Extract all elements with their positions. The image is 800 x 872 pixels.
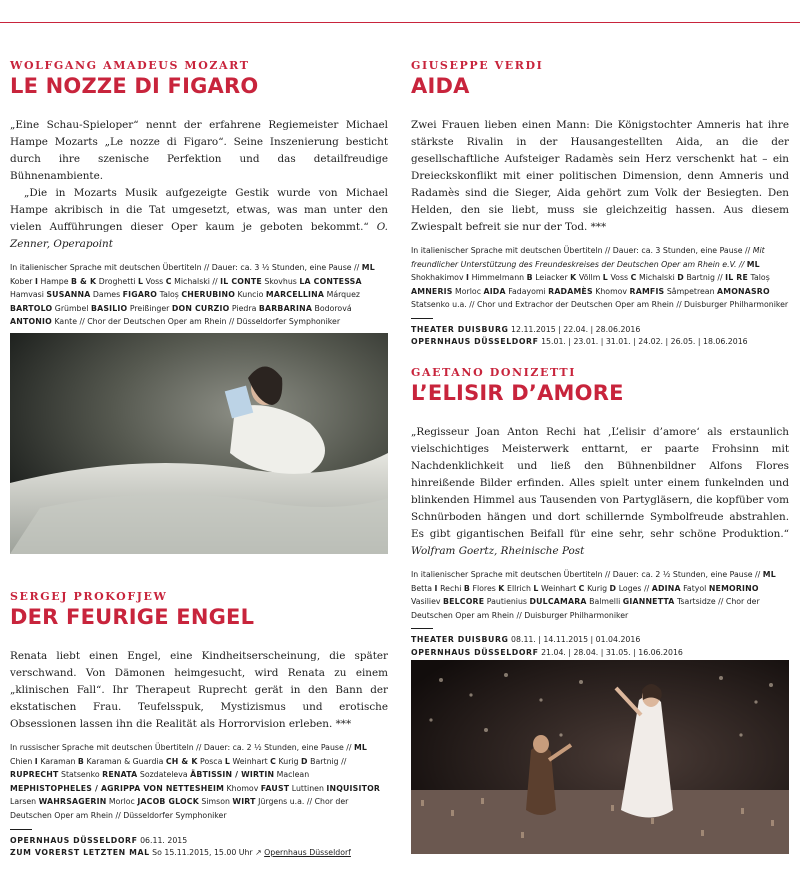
role-name: SUSANNA [46,290,91,300]
role-name: I [34,756,38,766]
cast-text: In italienischer Sprache mit deutschen Übertiteln // Dauer: ca. 2 ½ Stunden, eine Pause // [411,570,763,579]
composer-name: GIUSEPPE VERDI [411,59,544,72]
section-elisir [411,366,789,659]
role-name: MEPHISTOPHELES / AGRIPPA VON NETTESHEIM [10,783,225,793]
role-name: WIRT [232,797,256,807]
role-name: BARTOLO [10,303,53,313]
role-name: DULCAMARA [529,597,587,607]
role-name: B & K [71,276,97,286]
role-name: ANTONIO [10,317,52,327]
cast-text: Pautienius [484,597,530,607]
cast-text: Voss [143,276,166,286]
date-row [411,634,789,647]
role-name: RENATA [102,770,138,780]
cast-text: Droghetti [96,276,138,286]
cast-text: Karaman & Guardia [84,756,166,766]
composer-name: SERGEJ PROKOFJEW [10,590,168,603]
opera-title: L’ELISIR D’AMORE [411,381,624,405]
role-name: ML [353,743,368,752]
role-name: C [165,276,172,286]
date-row [411,324,789,337]
role-name: I [34,276,39,286]
role-name: NEMORINO [708,583,759,593]
cast-text: Fadayomi [505,286,549,296]
cast-text: Völlm [576,273,603,283]
review-paragraph: Zwei Frauen lieben einen Mann: Die Königstochter Amneris hat ihre stärkste Rivalin in der Hausangestellten Aida, an die der gesellschaftliche Aufsteiger Radamès sein Herz verschenkt hat – ein Dreieckskonflikt mit einer politischen Dimension, denn Amneris und Radamès sind die Sieger, Aida gehört zum Volk der Besiegten. Den Helden, den sie liebt, muss sie gleichzeitig hassen. Aus diesem Zwiespalt befreit sie nur der Tod. *** [411,119,789,233]
opera-title: AIDA [411,74,470,98]
venue-label: OPERNHAUS DÜSSELDORF [10,835,138,845]
role-name: K [570,273,577,283]
role-name: MARCELLINA [265,290,325,300]
date-row [411,647,789,660]
role-name: RAMFIS [629,286,665,296]
review-text [10,648,388,733]
role-name: AMONASRO [717,286,770,296]
role-name: D [301,756,308,766]
role-name: C [270,756,277,766]
role-name: B [526,273,533,283]
cast-text: Jürgens u.a. // Chor der Deutschen Oper am Rhein // Düsseldorfer Symphoniker [10,797,349,820]
cast-text: Michalski [636,273,678,283]
review-text [411,117,789,236]
cast-text: Taloș [157,290,182,300]
cast-text: Piedra [229,303,259,313]
role-name: INQUISITOR [326,783,381,793]
role-name: ML [361,263,375,272]
review-quote: „Die in Mozarts Musik aufgezeigte Gestik wurde von Michael Hampe akribisch in die Tat umgesetzt, etwas, was man unter den vielen Aufführungen dieser Oper kaum je geboten bekommt.“ [10,187,388,233]
top-divider [0,22,800,23]
cast-text: In italienischer Sprache mit deutschen Übertiteln // Dauer: ca. 3 ½ Stunden, eine Pause // [10,263,362,272]
performance-dates [10,835,388,860]
role-name: B [77,756,85,766]
cast-text: Michalski // [171,276,221,286]
cast-text: Voss [607,273,631,283]
review-paragraph: Renata liebt einen Engel, eine Kindheitserscheinung, die später verschwand. Von Dämonen heimgesucht, wird Renata zu einem „klinischen Fall“. Ihr Therapeut Ruprecht gerät in den Bann der ekstatischen Frau. Teufelsspuk, Mystizismus und erotische Obsessionen lassen ihn die Realität als Horrorvision erleben. *** [10,650,388,730]
venue-label: OPERNHAUS DÜSSELDORF [411,647,539,657]
cast-text: Luttinen [289,783,327,793]
cast-text: Fatyol [680,583,709,593]
cast-text: Simson [198,797,233,807]
cast-info [411,244,789,312]
cast-text: Balmelli [586,597,623,607]
role-name: GIANNETTA [622,597,675,607]
date-text: 12.11.2015 | 22.04. | 28.06.2016 [511,324,641,334]
opera-title: LE NOZZE DI FIGARO [10,74,259,98]
role-name: K [498,583,505,593]
cast-text: Tsartsidze // Chor der Deutschen Oper am Rhein // Duisburger Philharmoniker [411,597,760,620]
role-name: D [609,583,617,593]
role-name: BELCORE [442,597,485,607]
role-name: JACOB GLOCK [137,797,199,807]
short-rule [10,829,32,830]
cast-text: Grümbel [52,303,91,313]
cast-text: Larsen [10,797,39,807]
role-name: D [677,273,684,283]
role-name: I [466,273,470,283]
cast-text: Sozdateleva [137,770,191,780]
role-name: ML [746,259,760,269]
date-text: 06.11. 2015 [140,835,188,845]
role-name: CH & K [165,756,198,766]
performance-dates [411,634,789,659]
role-name: RUPRECHT [10,770,59,780]
role-name: BARBARINA [258,303,313,313]
section-engel [10,590,388,860]
role-name: I [434,583,438,593]
section-aida [411,59,789,349]
date-row [10,835,388,848]
review-source: Wolfram Goertz, Rheinische Post [411,545,585,557]
review-source: O. Zenner, Operapoint [10,221,388,250]
short-rule [411,318,433,319]
cast-text: In italienischer Sprache mit deutschen Übertiteln // Dauer: ca. 3 Stunden, eine Pause // [411,246,753,255]
cast-text: Dames [90,290,123,300]
elisir-stage-photo [411,660,789,854]
cast-text: Rechi [437,583,464,593]
role-name: C [630,273,637,283]
cast-text: Sâmpetrean [664,286,718,296]
role-name: AMNERIS [411,286,453,296]
review-text [411,424,789,560]
cast-text: Shokhakimov [411,273,467,283]
role-name: IL RE [725,273,749,283]
review-paragraph [411,424,789,560]
cast-text: Statsenko [58,770,103,780]
cast-text: Maclean [274,770,310,780]
venue-label: THEATER DUISBURG [411,635,509,645]
review-paragraph [10,185,388,253]
arrow-link-icon: ↗ [252,848,265,858]
cast-text: Himmelmann [469,273,527,283]
cast-text: Vasiliev [411,597,443,607]
role-name: ÄBTISSIN / WIRTIN [190,770,275,780]
cast-text: Hamvasi [10,290,47,300]
date-text: 15.01. | 23.01. | 31.01. | 24.02. | 26.05. | 18.06.2016 [541,337,748,347]
role-name: IL CONTE [220,276,262,286]
cast-text: Bartnig // [307,756,347,766]
cast-info [10,741,388,823]
role-name: ADINA [651,583,681,593]
cast-text: Taloș [748,273,770,283]
role-name: B [463,583,471,593]
cast-text: Ellrich [504,583,534,593]
role-name: LA CONTESSA [299,276,362,286]
performance-dates [411,324,789,349]
review-text [10,117,388,253]
cast-text: Karaman [37,756,78,766]
short-rule [411,628,433,629]
cast-text: Morloc [106,797,138,807]
role-name: AIDA [483,286,506,296]
section-figaro [10,59,388,366]
cast-text: Morloc [452,286,484,296]
role-name: DON CURZIO [171,303,230,313]
cast-info [10,261,388,329]
venue-label: ZUM VORERST LETZTEN MAL [10,848,150,858]
cast-text: Skovhus [261,276,300,286]
cast-text: Hampe [38,276,71,286]
cast-text: Weinhart [230,756,271,766]
opera-title: DER FEURIGE ENGEL [10,605,255,629]
figaro-stage-photo [10,333,388,554]
cast-text: Posca [197,756,225,766]
cast-text: Bodorová [312,303,352,313]
date-row [10,847,388,860]
role-name: ML [762,570,776,579]
cast-info [411,568,789,622]
review-quote: „Regisseur Joan Anton Rechi hat ‚L’elisir d’amore‘ als erstaunlich vielschichtiges Meisterwerk enttarnt, er paarte Frohsinn mit Nachdenklichkeit und ließ den Bühnenbildner Alfons Flores hinreißende Bilder erfinden. Alles spielt unter einem funkelnden und blinkenden Himmel aus Tausenden von Partygläsern, die kopfüber vom Schnürboden hängen und dort schillernde Symbolfreude abstrahlen. Es gibt gigantischen Beifall für eine sehr, sehr schöne Produktion.“ [411,426,789,540]
venue-label: THEATER DUISBURG [411,324,509,334]
venue-label: OPERNHAUS DÜSSELDORF [411,337,539,347]
composer-name: WOLFGANG AMADEUS MOZART [10,59,250,72]
cast-text: Khomov [224,783,261,793]
cast-text: Kante // Chor der Deutschen Oper am Rhein // Düsseldorfer Symphoniker [51,317,341,327]
cast-text: Bartnig // [683,273,726,283]
date-text: 08.11. | 14.11.2015 | 01.04.2016 [511,635,641,645]
cast-text: Kurig [276,756,302,766]
role-name: L [224,756,231,766]
sponsor-note: Mit freundlicher Unterstützung des Freundeskreises der Deutschen Oper am Rhein e.V. // [411,246,765,269]
role-name: L [602,273,608,283]
cast-text: Khomov [592,286,630,296]
role-name: RADAMÈS [548,286,593,296]
cast-text: In russischer Sprache mit deutschen Übertiteln // Dauer: ca. 2 ½ Stunden, eine Pause // [10,743,354,752]
role-name: BASILIO [90,303,128,313]
role-name: C [578,583,585,593]
role-name: CHERUBINO [181,290,236,300]
composer-name: GAETANO DONIZETTI [411,366,576,379]
cast-text: Preißinger [127,303,172,313]
cast-text: Kuncio [235,290,266,300]
role-name: FIGARO [122,290,158,300]
role-name: L [137,276,144,286]
cast-text: Betta [411,583,435,593]
cast-text: Kurig [584,583,610,593]
cast-text: Chien [10,756,35,766]
role-name: WAHRSAGERIN [38,797,107,807]
date-text: So 15.11.2015, 15.00 Uhr [152,848,253,858]
cast-text: Weinhart [538,583,579,593]
review-paragraph: „Eine Schau-Spieloper“ nennt der erfahrene Regiemeister Michael Hampe Mozarts „Le nozze di Figaro“. Seine Inszenierung besticht durch ihre szenische Perfektion und das detailfreudige Bühnenambiente. [10,119,388,182]
date-row [411,336,789,349]
venue-link[interactable]: Opernhaus Düsseldorf [264,848,351,858]
role-name: L [533,583,539,593]
date-text: 21.04. | 28.04. | 31.05. | 16.06.2016 [541,647,683,657]
cast-text: Kober [10,276,35,286]
cast-text: Leiacker [532,273,571,283]
cast-text: Loges // [616,583,652,593]
cast-text: Márquez [324,290,360,300]
cast-text: Flores [470,583,499,593]
role-name: FAUST [260,783,290,793]
cast-text: Statsenko u.a. // Chor und Extrachor der Deutschen Oper am Rhein // Duisburger Philharmoniker [411,300,789,310]
